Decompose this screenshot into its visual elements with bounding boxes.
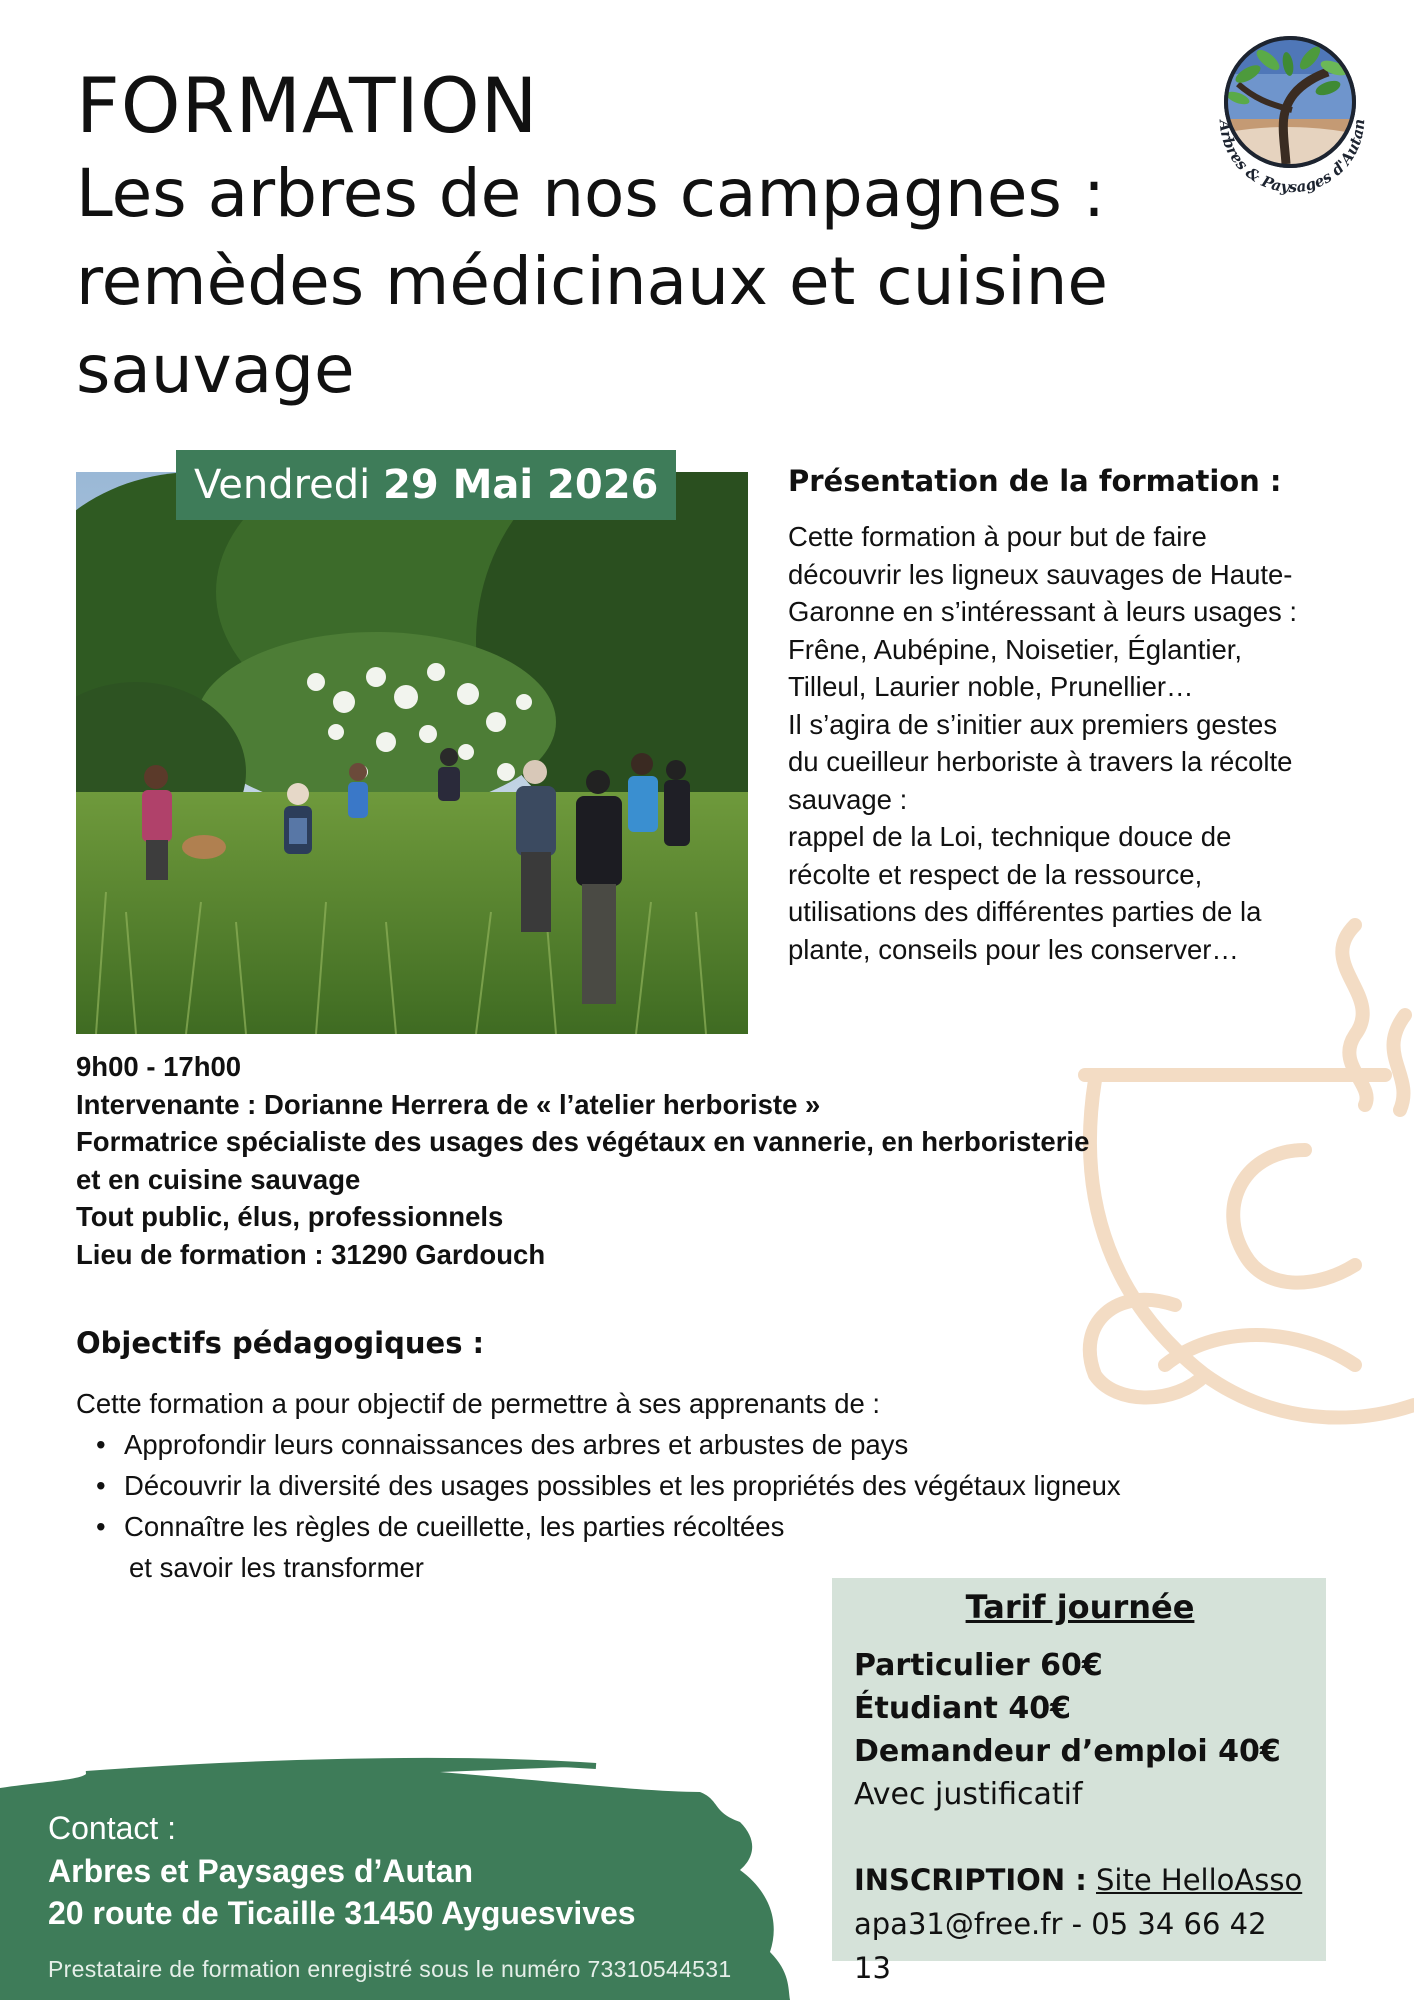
presentation-section [788,464,1368,968]
tarif-demandeur: Demandeur d’emploi 40€ [854,1734,1281,1769]
presentation-line: découvrir les ligneux sauvages de Haute- [788,558,1293,590]
date-badge [176,450,676,520]
presentation-line: plante, conseils pour les conserver… [788,933,1239,965]
inscription-label: INSCRIPTION : [854,1863,1087,1897]
presentation-line: Frêne, Aubépine, Noisetier, Églantier, [788,633,1243,665]
presentation-line: Garonne en s’intéressant à leurs usages : [788,596,1298,627]
logo [1198,24,1388,214]
objectives-list [76,1424,1276,1547]
prestataire-number: Prestataire de formation enregistré sous le numéro 73310544531 [48,1956,732,1982]
objectives-title: Objectifs pédagogiques : [76,1326,485,1360]
audience: Tout public, élus, professionnels [76,1201,504,1232]
objective-continuation: et savoir les transformer [129,1552,424,1583]
title-line-2: Les arbres de nos campagnes : [76,155,1106,232]
location: Lieu de formation : 31290 Gardouch [76,1238,546,1270]
contact-label: Contact : [48,1810,177,1846]
tarif-etudiant: Étudiant 40€ [854,1691,1071,1726]
presentation-line: du cueilleur herboriste à travers la récolte [788,746,1293,777]
presentation-line: récolte et respect de la ressource, [788,858,1203,890]
tarif-box [832,1578,1326,1985]
title-line-formation: FORMATION [76,61,539,150]
presentation-line: rappel de la Loi, technique douce de [788,821,1232,852]
tarif-justificatif: Avec justificatif [854,1777,1083,1812]
presentation-line: Tilleul, Laurier noble, Prunellier… [788,671,1194,702]
contact-section [48,1806,788,1983]
tarif-particulier: Particulier 60€ [854,1648,1103,1683]
photo-field-walk [76,472,748,1034]
objective-item: • Connaître les règles de cueillette, les parties récoltées [96,1506,1276,1547]
presentation-line: Cette formation à pour but de faire [788,521,1207,552]
presentation-line: Il s’agira de s’initier aux premiers gestes [788,708,1278,740]
presentation-line: utilisations des différentes parties de la [788,896,1262,927]
details-section [76,1048,1226,1273]
tarif-contact: apa31@free.fr - 05 34 66 42 13 [854,1907,1267,1985]
presentation-line: sauvage : [788,783,908,815]
contact-address: 20 route de Ticaille 31450 Ayguesvives [48,1895,636,1931]
hours: 9h00 - 17h00 [76,1051,242,1082]
objective-item: • Découvrir la diversité des usages possibles et les propriétés des végétaux ligneux [96,1465,1276,1506]
presentation-title: Présentation de la formation : [788,464,1282,498]
speaker-role-line2: et en cuisine sauvage [76,1163,361,1195]
speaker: Intervenante : Dorianne Herrera de « l’atelier herboriste » [76,1088,821,1120]
helloasso-link[interactable]: Site HelloAsso [1096,1863,1303,1897]
tarif-title: Tarif journée [965,1588,1195,1626]
date-weekday: Vendredi [194,462,371,508]
objectives-section [76,1326,1276,1588]
objective-item: • Approfondir leurs connaissances des arbres et arbustes de pays [96,1424,1276,1465]
title-line-4: sauvage [76,331,355,408]
inscription-line [854,1858,1306,1902]
date-day: 29 Mai 2026 [383,462,659,508]
speaker-role-line1: Formatrice spécialiste des usages des végétaux en vannerie, en herboristerie [76,1126,1090,1157]
objectives-intro: Cette formation a pour objectif de permettre à ses apprenants de : [76,1388,881,1419]
logo-text: Arbres & Paysages d'Autan [1215,118,1369,197]
title-line-3: remèdes médicinaux et cuisine [76,243,1109,320]
presentation-body [788,518,1368,968]
contact-name: Arbres et Paysages d’Autan [48,1853,474,1889]
page-title [76,62,1216,414]
